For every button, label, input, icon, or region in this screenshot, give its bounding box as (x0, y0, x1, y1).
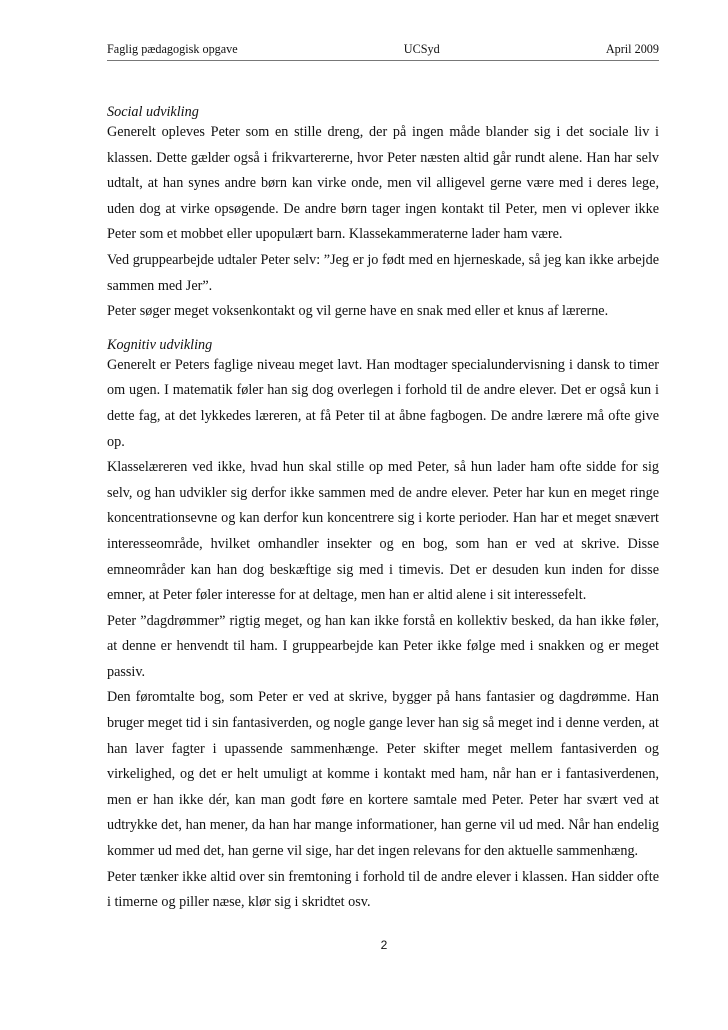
page-number: 2 (380, 938, 388, 952)
header-right: April 2009 (605, 42, 659, 56)
paragraph: Peter tænker ikke altid over sin fremtoning i forhold til de andre elever i klassen. Han sidder ofte i timerne og piller næse, klør sig i skridtet osv. (107, 868, 659, 911)
section-cognitive (107, 337, 659, 916)
paragraph: Klasselæreren ved ikke, hvad hun skal stille op med Peter, så hun lader ham ofte sidde for sig selv, og han udvikler sig derfor ikke sammen med de andre elever. Peter har kun en meget ringe koncentrationsevne og kan derfor kun koncentrere sig i korte perioder. Han har et meget snævert interesseområde, hvilket omhandler insekter og en bog, som han er ved at skrive. Disse emneområder kan han dog beskæftige sig med i timevis. Det er desuden kun inden for disse emner, at Peter føler interesse for at deltage, men han er altid alene i sit interessefelt. (107, 459, 659, 604)
header-left: Faglig pædagogisk opgave (107, 42, 238, 56)
document-body (107, 104, 659, 916)
section-title-cognitive: Kognitiv udvikling (107, 336, 213, 353)
paragraph: Generelt er Peters faglige niveau meget lavt. Han modtager specialundervisning i dansk to timer om ugen. I matematik føler han sig dog overlegen i forhold til de andre elever. Det er også kun i dette fag, at det lykkedes læreren, at få Peter til at åbne fagbogen. De andre lærere må ofte give op. (107, 356, 659, 450)
header-center: UCSyd (403, 42, 440, 56)
paragraph: Generelt opleves Peter som en stille dreng, der på ingen måde blander sig i det sociale liv i klassen. Dette gælder også i frikvartererne, hvor Peter næsten altid går rundt alene. Han har selv udtalt, at han synes andre børn kan virke onde, men vil alligevel gerne være med i deres lege, uden dog at virke opsøgende. De andre børn tager ingen kontakt til Peter, men vi oplever ikke Peter som et mobbet eller upopulært barn. Klassekammeraterne lader ham være. (107, 124, 659, 243)
section-social (107, 104, 659, 325)
paragraph: Den føromtalte bog, som Peter er ved at skrive, bygger på hans fantasier og dagdrømme. Han bruger meget tid i sin fantasiverden, og nogle gange lever han sig så meget ind i denne verden, at han laver fagter i upassende sammenhænge. Peter skifter meget mellem fantasiverden og virkelighed, og det er helt umuligt at komme i kontakt med ham, når han er i fantasiverdenen, men er han ikke dér, kan man godt føre en kortere samtale med Peter. Peter har svært ved at udtrykke det, han mener, da han har mange informationer, han gerne vil ud med. Når han endelig kommer ud med det, han gerne vil sige, har det ingen relevans for den aktuelle sammenhæng. (107, 689, 659, 860)
page-header (107, 42, 659, 61)
paragraph: Peter søger meget voksenkontakt og vil gerne have en snak med eller et knus af lærerne. (107, 303, 609, 320)
section-title-social: Social udvikling (107, 104, 199, 120)
paragraph: Peter ”dagdrømmer” rigtig meget, og han kan ikke forstå en kollektiv besked, da han ikke føler, at denne er henvendt til ham. I gruppearbejde kan Peter ikke følge med i snakken og er meget passiv. (107, 612, 659, 680)
paragraph: Ved gruppearbejde udtaler Peter selv: ”Jeg er jo født med en hjerneskade, så jeg kan ikke arbejde sammen med Jer”. (107, 251, 659, 294)
